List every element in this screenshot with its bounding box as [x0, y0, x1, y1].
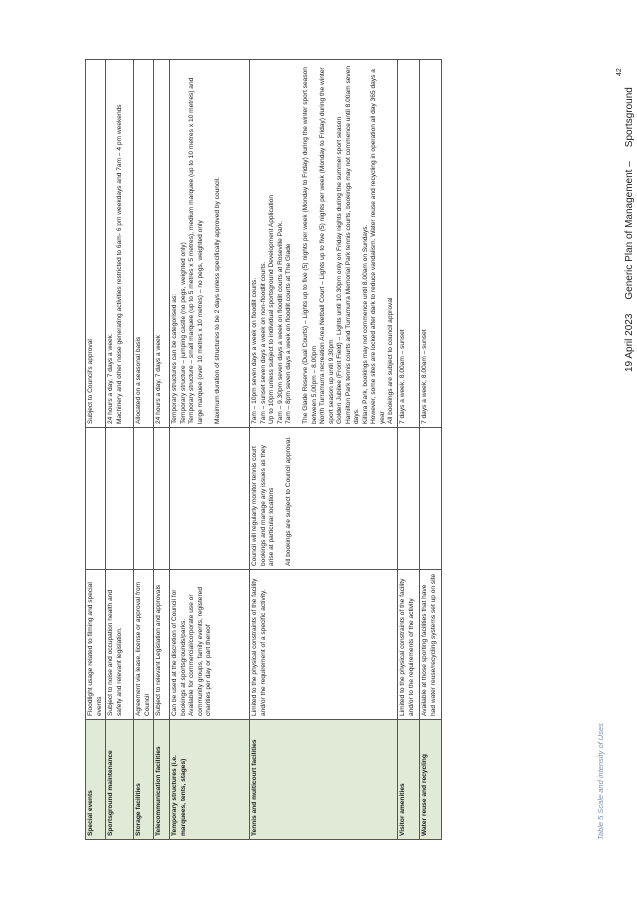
description-cell: Available at those sporting facilities that have had water reuse/recycling systems set up on site [420, 570, 442, 720]
table-row [134, 60, 154, 840]
page-number: 42 [616, 68, 623, 76]
table-row [398, 60, 420, 840]
availability-cell: 7 days a week, 8.00am – sunset [420, 60, 442, 428]
description-cell: Subject to relevant Legislation and approvals [154, 570, 170, 720]
table-row [170, 60, 250, 840]
table-row [106, 60, 134, 840]
conditions-cell [170, 428, 250, 570]
use-cell: Temporary structures (i.e. marquees, tents, stages) [170, 720, 250, 840]
use-cell: Telecommunication facilities [154, 720, 170, 840]
availability-cell: 24 hours a day, 7 days a week. Machinery and other noise generating activities restricted to 6am- 6 pm weekdays and 7am – 4 pm weekends [106, 60, 134, 428]
table-row [86, 60, 106, 840]
footer-title: Generic Plan of Management – [624, 161, 635, 300]
table-row [420, 60, 442, 840]
description-cell: Subject to noise and occupation health and safety and relevant legislation. [106, 570, 134, 720]
conditions-cell [398, 428, 420, 570]
use-cell: Storage facilities [134, 720, 154, 840]
conditions-cell [250, 428, 398, 570]
use-cell: Sportsground maintenance [106, 720, 134, 840]
scale-intensity-table [85, 59, 442, 840]
condition-text: All bookings are subject to Council approval. [284, 436, 292, 566]
table-caption: Table 5 Scale and intensity of Uses [596, 723, 605, 840]
use-cell: Special events [86, 720, 106, 840]
description-cell: Limited to the physical constraints of the facility and/or to the requirements of the activity [398, 570, 420, 720]
page-footer [624, 73, 635, 372]
conditions-cell [134, 428, 154, 570]
use-cell: Water reuse and recycling [420, 720, 442, 840]
table-body [86, 60, 442, 840]
availability-cell: 7am – 10pm seven days a week on floodlit courts. 7am – sunset seven days a week on non-floodlit courts. Up to 10pm unless subject to individual sportsground Development Application 7am – 9.30pm seven days a week on floodlit courts at Roseville Park. 7am – 8pm seven days a week on floodlit courts at The Glade The Glade Reserve (Dual Courts) – Lights up to five (5) nights per week (Monday to Friday) during the winter sport season between 5.00pm – 8.00pm North Turramurra recreation Area Netball Court – Lights up to five (5) nights per week (Monday to Friday) during the winter sport season up until 9.30pm Golden Jubilee (Front Field) – Lights until 10.30pm only on Friday nights during the summer sport season Hamilton Park tennis courts and Turramurra Memorial Park tennis courts, bookings may not commence until 8.00am seven days. Killara Park, bookings may not commence until 8.00am on Sundays. However, some sites are locked after dark to reduce vandalism. Water reuse and recycling in operation all day 365 days a year All bookings are subject to council approval [250, 60, 398, 428]
conditions-cell [154, 428, 170, 570]
availability-cell: Allocated on a seasonal basis [134, 60, 154, 428]
description-cell: Floodlight usage related to filming and special events [86, 570, 106, 720]
availability-cell: Temporary structures can be categorised as: Temporary structure – jumping castle (no pegs, weighted only) Temporary structure – small marquee (up to 5 metres x 5 metres), medium marquee (up to 10 metres x 10 metres) and large marquee (over 10 metres x 10 metres) – no pegs, weighted only Maximum duration of structures to be 2 days unless specifically approved by council. [170, 60, 250, 428]
availability-cell: Subject to Council's approval [86, 60, 106, 428]
availability-cell: 7 days a week, 8.00am – sunset [398, 60, 420, 428]
footer-date: 19 April 2023 [624, 313, 635, 372]
use-cell: Tennis and multicourt facilities [250, 720, 398, 840]
description-cell: Limited to the physical constraints of the facility and/or the requirement of a specific activity. [250, 570, 398, 720]
table-row [250, 60, 398, 840]
use-cell: Visitor amenities [398, 720, 420, 840]
availability-cell: 24 hours a day, 7 days a week [154, 60, 170, 428]
conditions-cell [86, 428, 106, 570]
description-cell: Agreement via lease, license or approval from Council [134, 570, 154, 720]
footer-subtitle: Sportsground [624, 87, 635, 148]
conditions-cell [420, 428, 442, 570]
table-row [154, 60, 170, 840]
conditions-cell [106, 428, 134, 570]
condition-text: Council will regularly monitor tennis court bookings and manage any issues as they arise at particular locations [251, 445, 275, 566]
description-cell: Can be used at the discretion of Council for bookings at sportsgrounds/parks. Available for commercial/corporate use or community groups, family events, registered charities per day or part thereof [170, 570, 250, 720]
